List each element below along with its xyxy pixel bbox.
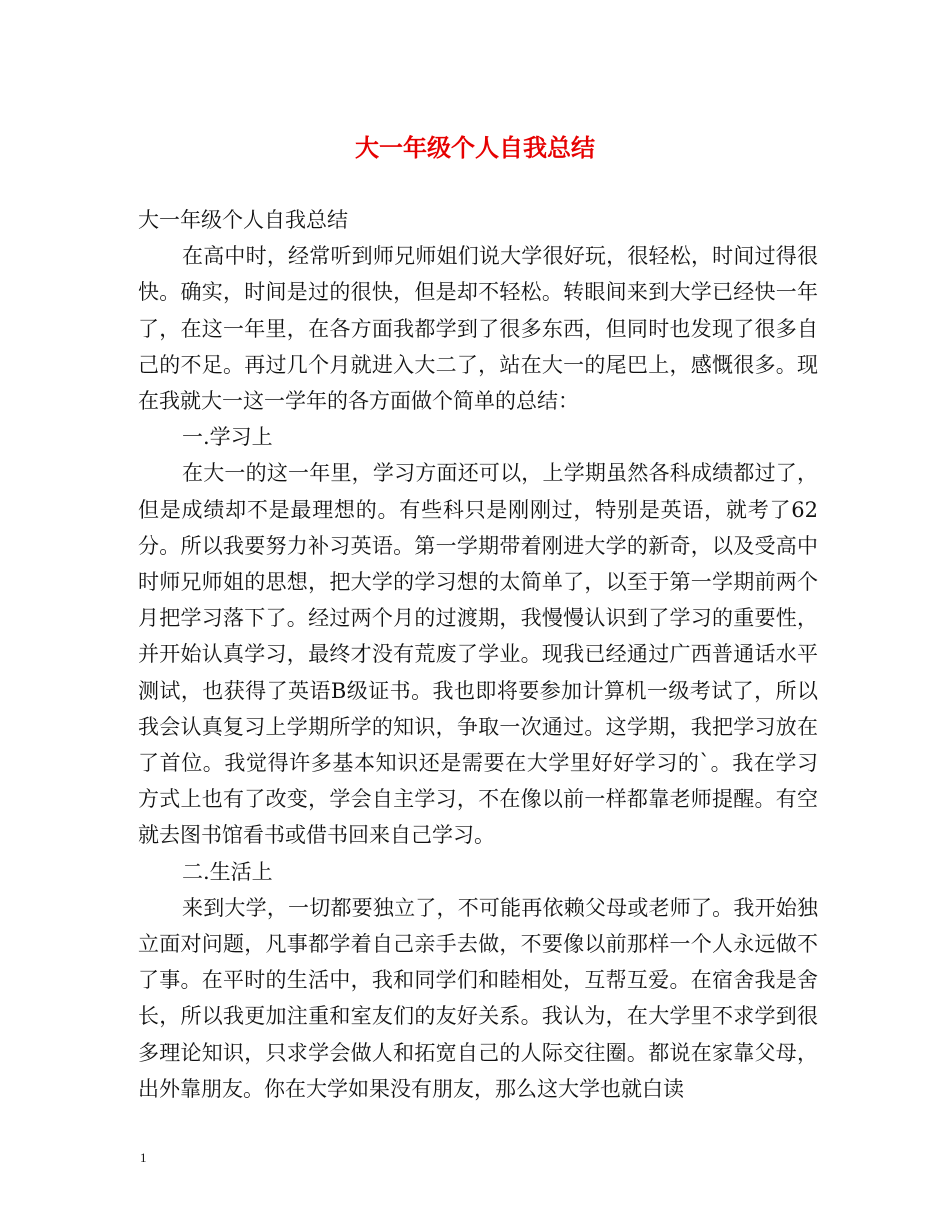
section-heading-study: 一.学习上 <box>182 425 273 450</box>
section-heading-life: 二.生活上 <box>182 859 273 884</box>
intro-paragraph: 在高中时，经常听到师兄师姐们说大学很好玩，很轻松，时间过得很快。确实，时间是过的很快，但是却不轻松。转眼间来到大学已经快一年了，在这一年里，在各方面我都学到了很多东西，但同时也发现了很多自己的不足。再过几个月就进入大二了，站在大一的尾巴上，感慨很多。现在我就大一这一学年的各方面做个简单的总结： <box>138 244 818 414</box>
document-title: 大一年级个人自我总结 <box>355 134 595 162</box>
study-paragraph: 在大一的这一年里，学习方面还可以，上学期虽然各科成绩都过了，但是成绩却不是最理想的。有些科只是刚刚过，特别是英语，就考了62分。所以我要努力补习英语。第一学期带着刚进大学的新奇，以及受高中时师兄师姐的思想，把大学的学习想的太简单了，以至于第一学期前两个月把学习落下了。经过两个月的过渡期，我慢慢认识到了学习的重要性，并开始认真学习，最终才没有荒废了学业。现我已经通过广西普通话水平测试，也获得了英语B级证书。我也即将要参加计算机一级考试了，所以我会认真复习上学期所学的知识，争取一次通过。这学期，我把学习放在了首位。我觉得许多基本知识还是需要在大学里好好学习的`。我在学习方式上也有了改变，学会自主学习，不在像以前一样都靠老师提醒。有空就去图书馆看书或借书回来自己学习。 <box>138 461 818 848</box>
page-number: 1 <box>140 1150 147 1165</box>
document-body <box>138 202 818 1107</box>
subtitle-paragraph: 大一年级个人自我总结 <box>138 208 348 232</box>
life-paragraph: 来到大学，一切都要独立了，不可能再依赖父母或老师了。我开始独立面对问题，凡事都学着自己亲手去做，不要像以前那样一个人永远做不了事。在平时的生活中，我和同学们和睦相处，互帮互爱。在宿舍我是舍长，所以我更加注重和室友们的友好关系。我认为，在大学里不求学到很多理论知识，只求学会做人和拓宽自己的人际交往圈。都说在家靠父母，出外靠朋友。你在大学如果没有朋友，那么这大学也就白读 <box>138 895 818 1101</box>
